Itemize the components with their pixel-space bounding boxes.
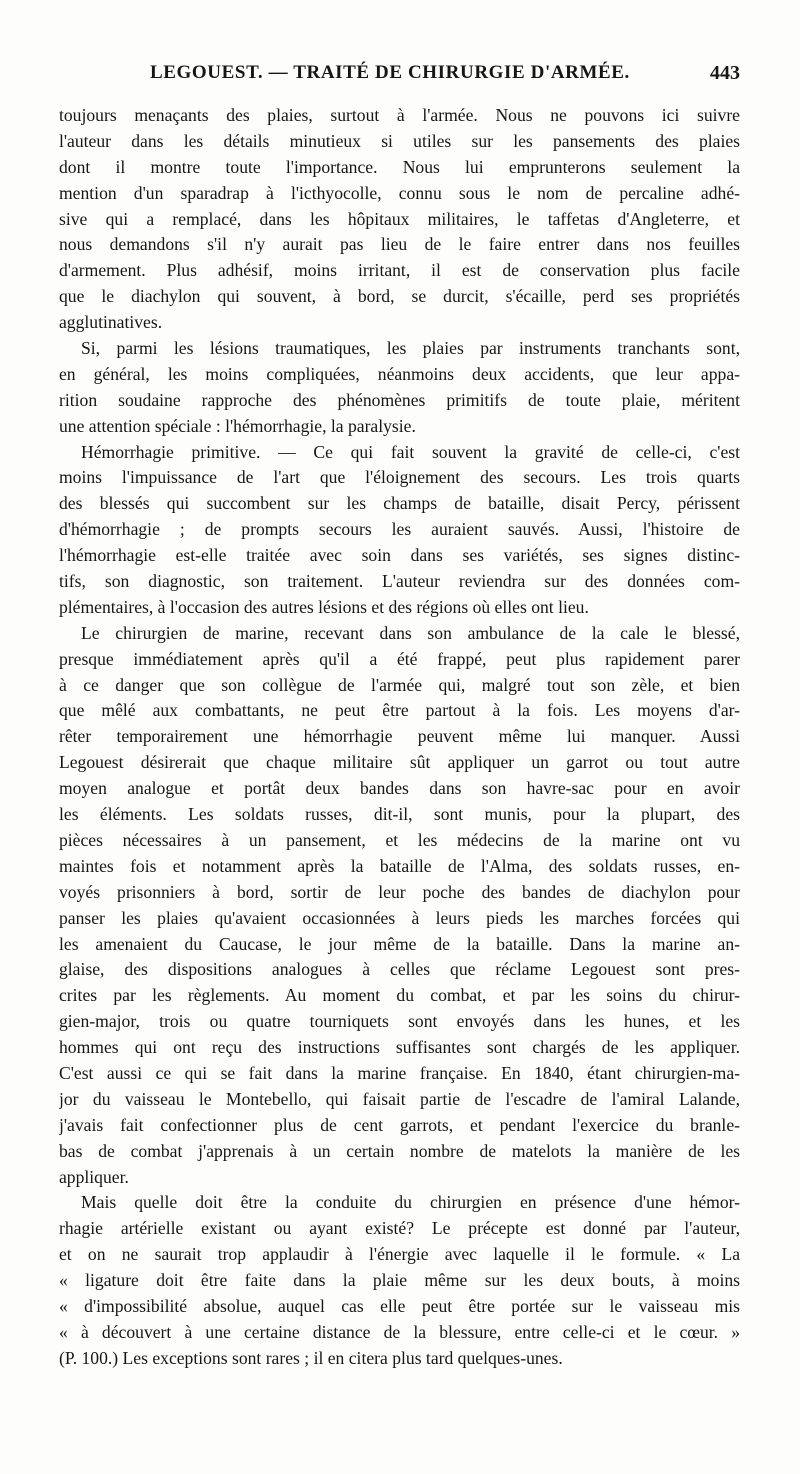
text-line: Le chirurgien de marine, recevant dans son ambulance de la cale le blessé, xyxy=(81,622,740,643)
text-line: presque immédiatement après qu'il a été frappé, peut plus rapidement parer xyxy=(59,648,740,669)
text-line: glaise, des dispositions analogues à celles que réclame Legouest sont pres- xyxy=(59,959,740,980)
text-line: Legouest désirerait que chaque militaire sût appliquer un garrot ou tout autre xyxy=(59,752,740,773)
running-title: LEGOUEST. — TRAITÉ DE CHIRURGIE D'ARMÉE. xyxy=(150,62,630,83)
text-line: « d'impossibilité absolue, auquel cas elle peut être portée sur le vaisseau mis xyxy=(59,1295,740,1316)
text-line: rêter temporairement une hémorrhagie peuvent même lui manquer. Aussi xyxy=(59,726,740,747)
text-line: que mêlé aux combattants, ne peut être partout à la fois. Les moyens d'ar- xyxy=(59,700,740,721)
text-line: jor du vaisseau le Montebello, qui faisait partie de l'escadre de l'amiral Lalande, xyxy=(59,1088,740,1109)
text-line: d'armement. Plus adhésif, moins irritant, il est de conservation plus facile xyxy=(59,260,740,281)
text-line: tifs, son diagnostic, son traitement. L'auteur reviendra sur des données com- xyxy=(59,571,740,592)
text-line: Si, parmi les lésions traumatiques, les plaies par instruments tranchants sont, xyxy=(81,338,740,359)
text-line: appliquer. xyxy=(59,1166,129,1187)
page-number: 443 xyxy=(710,62,740,84)
text-line: C'est aussi ce qui se fait dans la marine française. En 1840, étant chirurgien-ma- xyxy=(59,1062,740,1083)
text-line: des blessés qui succombent sur les champs de bataille, disait Percy, périssent xyxy=(59,493,740,514)
text-line: maintes fois et notamment après la bataille de l'Alma, des soldats russes, en- xyxy=(59,855,740,876)
text-line: moyen analogue et portât deux bandes dans son havre-sac pour en avoir xyxy=(59,778,740,799)
text-line: à ce danger que son collègue de l'armée qui, malgré tout son zèle, et bien xyxy=(59,674,740,695)
text-line: (P. 100.) Les exceptions sont rares ; il en citera plus tard quelques-unes. xyxy=(59,1347,563,1368)
page-header xyxy=(58,62,740,92)
text-line: rition soudaine rapproche des phénomènes primitifs de toute plaie, méritent xyxy=(59,389,740,410)
text-line: l'auteur dans les détails minutieux si utiles sur les pansements des plaies xyxy=(59,130,740,151)
text-line: sive qui a remplacé, dans les hôpitaux militaires, le taffetas d'Angleterre, et xyxy=(59,208,740,229)
text-line: moins l'impuissance de l'art que l'éloignement des secours. Les trois quarts xyxy=(59,467,740,488)
text-line: et on ne saurait trop applaudir à l'énergie avec laquelle il le formule. « La xyxy=(59,1244,740,1265)
text-line: toujours menaçants des plaies, surtout à l'armée. Nous ne pouvons ici suivre xyxy=(59,105,740,125)
text-line: « ligature doit être faite dans la plaie même sur les deux bouts, à moins xyxy=(59,1270,740,1291)
text-line: d'hémorrhagie ; de prompts secours les auraient sauvés. Aussi, l'histoire de xyxy=(59,519,740,540)
text-line: plémentaires, à l'occasion des autres lésions et des régions où elles ont lieu. xyxy=(59,596,589,617)
text-line: en général, les moins compliquées, néanmoins deux accidents, que leur appa- xyxy=(59,363,740,384)
text-line: pièces nécessaires à un pansement, et les médecins de la marine ont vu xyxy=(59,829,740,850)
text-line: une attention spéciale : l'hémorrhagie, la paralysie. xyxy=(59,415,416,436)
text-line: les éléments. Les soldats russes, dit-il, sont munis, pour la plupart, des xyxy=(59,804,740,825)
text-line: l'hémorrhagie est-elle traitée avec soin dans ses variétés, ses signes distinc- xyxy=(59,545,740,566)
text-line: agglutinatives. xyxy=(59,312,163,333)
text-line: dont il montre toute l'importance. Nous lui emprunterons seulement la xyxy=(59,156,740,177)
text-line: crites par les règlements. Au moment du combat, et par les soins du chirur- xyxy=(59,985,740,1006)
text-line: nous demandons s'il n'y aurait pas lieu de le faire entrer dans nos feuilles xyxy=(59,234,740,255)
text-line: j'avais fait confectionner plus de cent garrots, et pendant l'exercice du branle- xyxy=(59,1114,740,1135)
text-line: hommes qui ont reçu des instructions suffisantes sont chargés de les appliquer. xyxy=(59,1037,740,1058)
text-line: bas de combat j'apprenais à un certain nombre de matelots la manière de les xyxy=(59,1140,740,1161)
text-line: les amenaient du Caucase, le jour même de la bataille. Dans la marine an- xyxy=(59,933,740,954)
text-line: gien-major, trois ou quatre tourniquets sont envoyés dans les hunes, et les xyxy=(59,1011,740,1032)
text-line: « à découvert à une certaine distance de la blessure, entre celle-ci et le cœur. » xyxy=(59,1321,740,1342)
text-line: que le diachylon qui souvent, à bord, se durcit, s'écaille, perd ses propriétés xyxy=(59,286,740,307)
text-line: mention d'un sparadrap à l'icthyocolle, connu sous le nom de percaline adhé- xyxy=(59,182,740,203)
text-line-section-heading: Hémorrhagie primitive. — Ce qui fait souvent la gravité de celle-ci, c'est xyxy=(81,441,740,462)
text-line: voyés prisonniers à bord, sortir de leur poche des bandes de diachylon pour xyxy=(59,881,740,902)
body-text xyxy=(59,103,740,1372)
text-line: panser les plaies qu'avaient occasionnées à leurs pieds les marches forcées qui xyxy=(59,907,740,928)
text-line: Mais quelle doit être la conduite du chirurgien en présence d'une hémor- xyxy=(81,1192,740,1213)
text-line: rhagie artérielle existant ou ayant existé? Le précepte est donné par l'auteur, xyxy=(59,1218,740,1239)
